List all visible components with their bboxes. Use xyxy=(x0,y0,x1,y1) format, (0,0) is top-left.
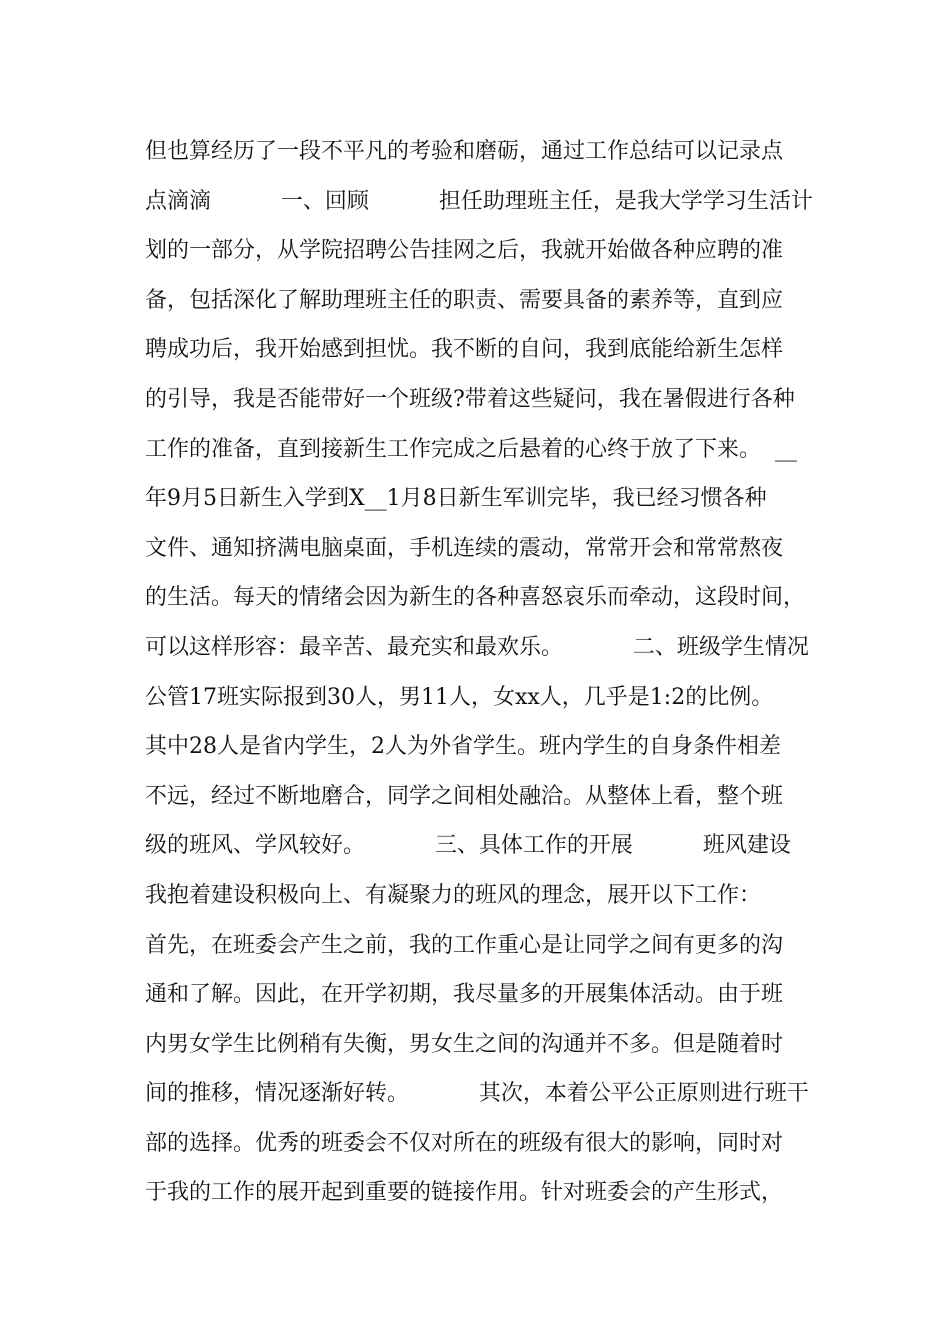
text-line: 部的选择。优秀的班委会不仅对所在的班级有很大的影响，同时对 xyxy=(145,1130,784,1156)
text-line: 文件、通知挤满电脑桌面，手机连续的震动，常常开会和常常熬夜 xyxy=(145,535,784,561)
text-line: 间的推移，情况逐渐好转。 其次，本着公平公正原则进行班干 xyxy=(145,1081,809,1107)
text-line: 于我的工作的展开起到重要的链接作用。针对班委会的产生形式， xyxy=(145,1180,784,1206)
text-line: 级的班风、学风较好。 三、具体工作的开展 班风建设 xyxy=(145,833,791,859)
text-line: 备，包括深化了解助理班主任的职责、需要具备的素养等，直到应 xyxy=(145,287,784,313)
text-line: 但也算经历了一段不平凡的考验和磨砺，通过工作总结可以记录点 xyxy=(145,139,784,164)
text-line: 其中28人是省内学生，2人为外省学生。班内学生的自身条件相差 xyxy=(145,734,781,760)
body-text xyxy=(145,127,835,1218)
text-line: 我抱着建设积极向上、有凝聚力的班风的理念，展开以下工作： xyxy=(145,882,762,908)
text-line: 聘成功后，我开始感到担忧。我不断的自问，我到底能给新生怎样 xyxy=(145,337,784,363)
text-line: 不远，经过不断地磨合，同学之间相处融洽。从整体上看，整个班 xyxy=(145,783,784,809)
text-line: 点滴滴 一、回顾 担任助理班主任，是我大学学习生活计 xyxy=(145,188,813,214)
text-line: 可以这样形容：最辛苦、最充实和最欢乐。 二、班级学生情况 xyxy=(145,634,809,660)
text-line: 的引导，我是否能带好一个班级?带着这些疑问，我在暑假进行各种 xyxy=(145,386,795,412)
text-line: 通和了解。因此，在开学初期，我尽量多的开展集体活动。由于班 xyxy=(145,982,784,1008)
text-line: 划的一部分，从学院招聘公告挂网之后，我就开始做各种应聘的准 xyxy=(145,238,784,264)
text-line: 内男女学生比例稍有失衡，男女生之间的沟通并不多。但是随着时 xyxy=(145,1031,784,1057)
text-line: 公管17班实际报到30人，男11人，女xx人，几乎是1:2的比例。 xyxy=(145,684,774,710)
text-line: 首先，在班委会产生之前，我的工作重心是让同学之间有更多的沟 xyxy=(145,932,784,958)
text-line: 年9月5日新生入学到X__1月8日新生军训完毕，我已经习惯各种 xyxy=(145,486,767,512)
text-line: 的生活。每天的情绪会因为新生的各种喜怒哀乐而牵动，这段时间， xyxy=(145,585,806,611)
text-line: 工作的准备，直到接新生工作完成之后悬着的心终于放了下来。 __ xyxy=(145,436,797,462)
